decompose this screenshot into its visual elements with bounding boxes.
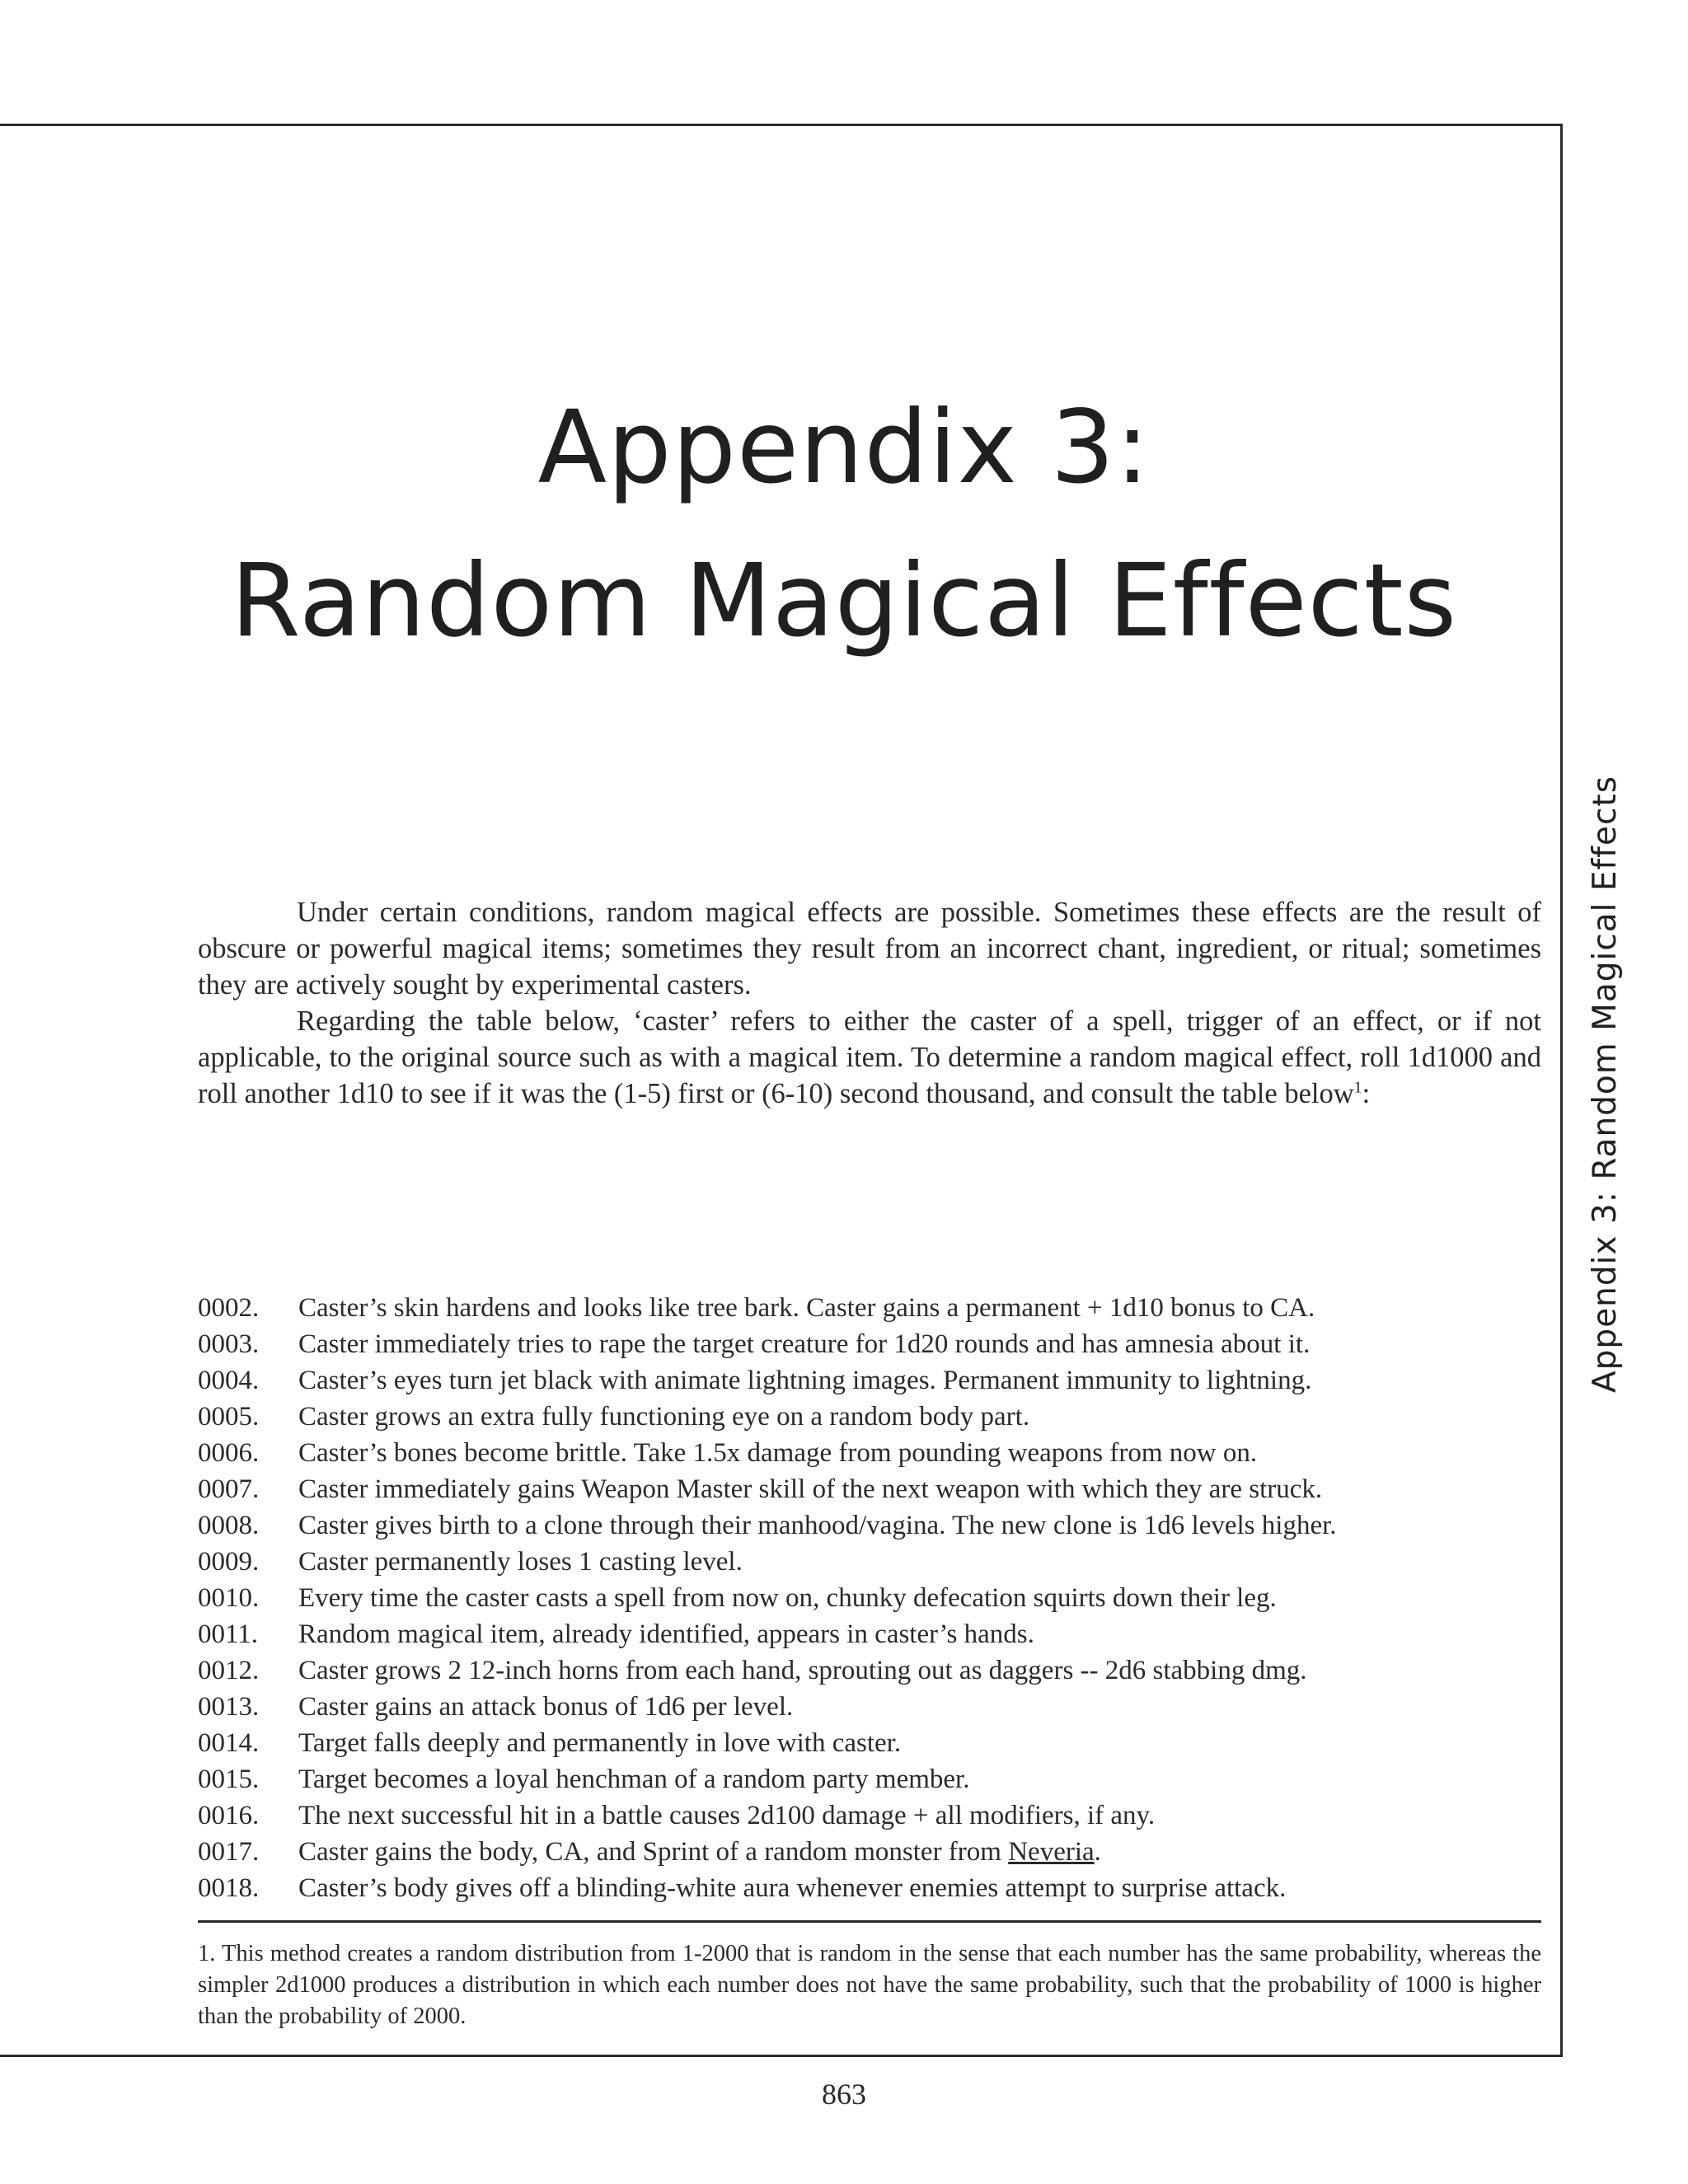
intro-paragraph-2-end: : <box>1362 1078 1371 1109</box>
effect-description <box>298 1834 1101 1870</box>
effect-description <box>298 1652 1307 1689</box>
intro-paragraph-2-text: Regarding the table below, ‘caster’ refers to either the caster of a spell, trigger of an effect, or if not applicable, to the original source such as with a magical item. To determine a random magical effect, roll 1d1000 and roll another 1d10 to see if it was the (1-5) first or (6-10) second thousand, and consult the table below <box>198 1005 1541 1109</box>
intro-paragraph-1: Under certain conditions, random magical effects are possible. Sometimes these effects are the result of obscure or powerful magical items; sometimes they result from an incorrect chant, ingredient, or ritual; sometimes they are actively sought by experimental casters. <box>198 897 1541 1001</box>
effect-row <box>198 1652 1550 1689</box>
effect-description-text: Caster gains the body, CA, and Sprint of a random monster from <box>298 1837 1009 1867</box>
effect-description-text: Caster’s bones become brittle. Take 1.5x damage from pounding weapons from now on. <box>298 1438 1258 1468</box>
effect-description <box>298 1870 1286 1906</box>
effect-number: 0009. <box>198 1547 260 1577</box>
footnote-reference[interactable]: 1 <box>1353 1078 1362 1097</box>
effect-row <box>198 1362 1550 1399</box>
effect-description <box>298 1797 1155 1834</box>
effect-number: 0008. <box>198 1511 260 1540</box>
effect-description <box>298 1544 743 1580</box>
effect-number: 0010. <box>198 1583 260 1613</box>
effect-description <box>298 1326 1310 1362</box>
running-head-vertical: Appendix 3: Random Magical Effects <box>1587 775 1624 1393</box>
effect-number: 0017. <box>198 1837 260 1867</box>
effect-number: 0004. <box>198 1366 260 1395</box>
effect-description-text: Target falls deeply and permanently in love with caster. <box>298 1728 902 1758</box>
effect-number: 0015. <box>198 1765 260 1794</box>
effect-description-text: Random magical item, already identified, appears in caster’s hands. <box>298 1619 1034 1649</box>
effect-number: 0013. <box>198 1692 260 1722</box>
effect-row <box>198 1507 1550 1544</box>
effect-description-text: Caster’s body gives off a blinding-white aura whenever enemies attempt to surprise attack. <box>298 1873 1287 1903</box>
effect-description <box>298 1689 793 1725</box>
effect-row <box>198 1326 1550 1362</box>
effect-description <box>298 1507 1337 1544</box>
effect-number: 0007. <box>198 1474 260 1504</box>
effect-description-text: Caster immediately gains Weapon Master skill of the next weapon with which they are struck. <box>298 1474 1323 1504</box>
title-line-2: Random Magical Effects <box>230 542 1458 659</box>
effect-description <box>298 1290 1315 1326</box>
page-title <box>0 371 1688 677</box>
effect-description-text: Target becomes a loyal henchman of a random party member. <box>298 1765 970 1794</box>
effect-number: 0006. <box>198 1438 260 1468</box>
effect-description-text: Caster gains an attack bonus of 1d6 per level. <box>298 1692 794 1722</box>
effect-link[interactable]: Neveria <box>1008 1837 1095 1867</box>
intro-paragraph-2 <box>198 1003 1541 1112</box>
effect-description <box>298 1725 901 1761</box>
effect-description-end: . <box>1094 1837 1101 1867</box>
effect-description-text: Caster grows 2 12-inch horns from each hand, sprouting out as daggers -- 2d6 stabbing dmg. <box>298 1656 1307 1685</box>
effect-description <box>298 1761 969 1797</box>
effect-row <box>198 1761 1550 1797</box>
effect-description-text: Caster gives birth to a clone through their manhood/vagina. The new clone is 1d6 levels higher. <box>298 1511 1337 1540</box>
effect-number: 0002. <box>198 1293 260 1323</box>
effect-row <box>198 1689 1550 1725</box>
effect-number: 0014. <box>198 1728 260 1758</box>
effects-table <box>198 1290 1550 1906</box>
footnote-divider <box>198 1920 1541 1923</box>
effect-description <box>298 1399 1029 1435</box>
effect-description-text: Every time the caster casts a spell from now on, chunky defecation squirts down their leg. <box>298 1583 1277 1613</box>
effect-row <box>198 1797 1550 1834</box>
effect-number: 0018. <box>198 1873 260 1903</box>
effect-row <box>198 1471 1550 1507</box>
effect-row <box>198 1290 1550 1326</box>
effect-description <box>298 1362 1311 1399</box>
effect-number: 0005. <box>198 1402 260 1432</box>
effect-description-text: Caster immediately tries to rape the target creature for 1d20 rounds and has amnesia about it. <box>298 1329 1311 1359</box>
effect-row <box>198 1435 1550 1471</box>
effect-description-text: Caster’s skin hardens and looks like tree bark. Caster gains a permanent + 1d10 bonus to CA. <box>298 1293 1315 1323</box>
effect-description-text: Caster grows an extra fully functioning eye on a random body part. <box>298 1402 1030 1432</box>
effect-number: 0012. <box>198 1656 260 1685</box>
effect-row <box>198 1616 1550 1652</box>
effect-description <box>298 1580 1277 1616</box>
effect-row <box>198 1725 1550 1761</box>
title-line-1: Appendix 3: <box>537 389 1151 506</box>
effect-description-text: Caster permanently loses 1 casting level. <box>298 1547 743 1577</box>
effect-number: 0003. <box>198 1329 260 1359</box>
effect-description <box>298 1435 1257 1471</box>
effect-row <box>198 1870 1550 1906</box>
effect-number: 0016. <box>198 1801 260 1830</box>
effect-description-text: Caster’s eyes turn jet black with animate lightning images. Permanent immunity to lightning. <box>298 1366 1312 1395</box>
effect-description-text: The next successful hit in a battle causes 2d100 damage + all modifiers, if any. <box>298 1801 1156 1830</box>
effect-row <box>198 1580 1550 1616</box>
page-number: 863 <box>822 2078 866 2111</box>
effect-number: 0011. <box>198 1619 259 1649</box>
effect-row <box>198 1834 1550 1870</box>
effect-description <box>298 1616 1034 1652</box>
effect-description <box>298 1471 1322 1507</box>
effect-row <box>198 1544 1550 1580</box>
footnote: 1. This method creates a random distribution from 1-2000 that is random in the sense that each number has the same probability, whereas the simpler 2d1000 produces a distribution in which each number does not have the same probability, such that the probability of 1000 is higher than the probability of 2000. <box>198 1941 1541 2029</box>
intro-text <box>198 894 1541 1112</box>
effect-row <box>198 1399 1550 1435</box>
